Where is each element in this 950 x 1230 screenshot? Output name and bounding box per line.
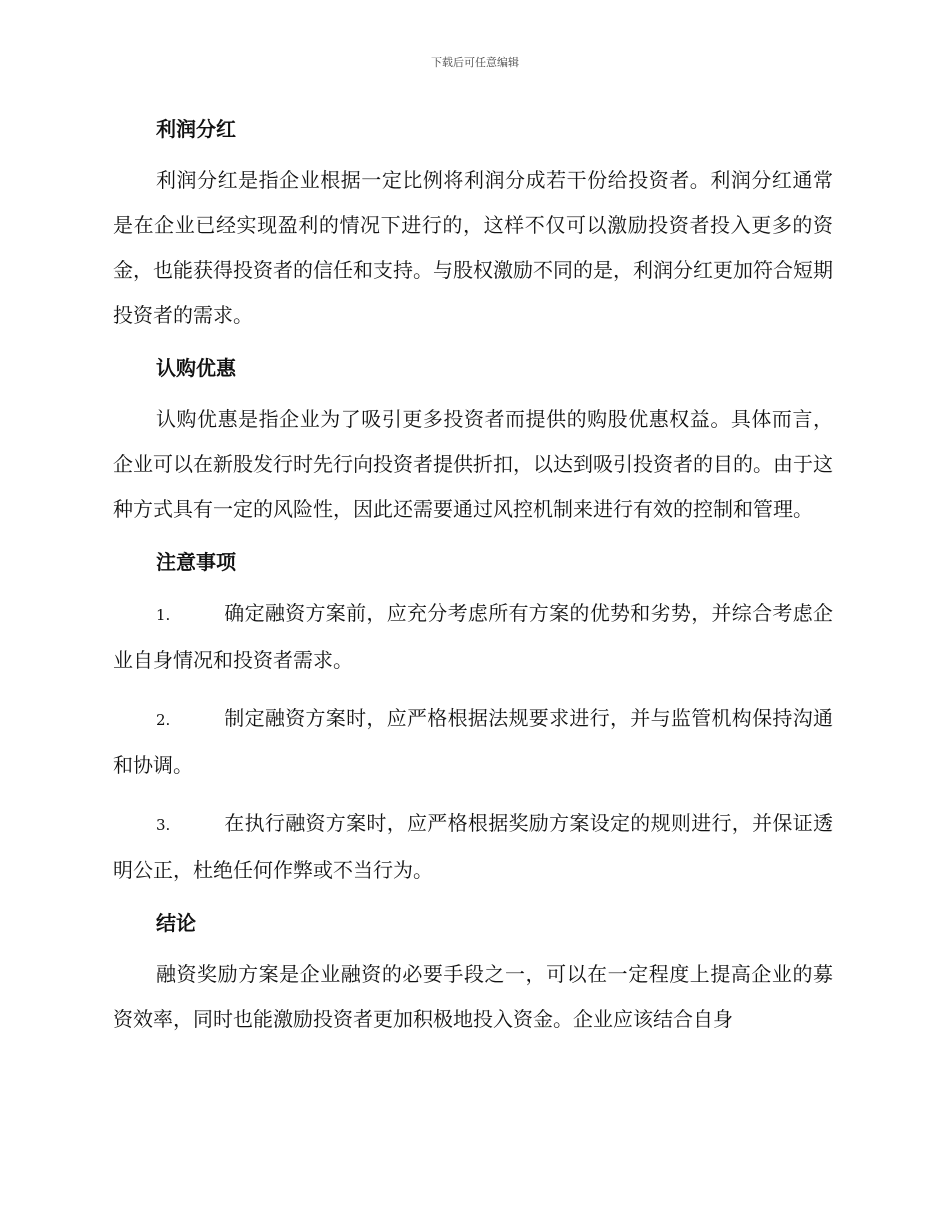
list-item	[113, 591, 833, 683]
section-heading-conclusion: 结论	[156, 911, 196, 935]
document-body	[113, 112, 833, 1055]
list-item-text: 确定融资方案前，应充分考虑所有方案的优势和劣势，并综合考虑企业自身情况和投资者需求。	[113, 601, 833, 672]
list-item-number: 1.	[156, 606, 171, 624]
list-item	[113, 801, 833, 893]
section-heading-profit-dividend: 利润分红	[156, 117, 236, 141]
list-item	[113, 696, 833, 788]
paragraph-profit-dividend: 利润分红是指企业根据一定比例将利润分成若干份给投资者。利润分红通常是在企业已经实现盈利的情况下进行的，这样不仅可以激励投资者投入更多的资金，也能获得投资者的信任和支持。与股权激励不同的是，利润分红更加符合短期投资者的需求。	[113, 168, 833, 327]
paragraph-subscription-discount: 认购优惠是指企业为了吸引更多投资者而提供的购股优惠权益。具体而言，企业可以在新股发行时先行向投资者提供折扣，以达到吸引投资者的目的。由于这种方式具有一定的风险性，因此还需要通过风控机制来进行有效的控制和管理。	[113, 407, 833, 521]
section-heading-subscription-discount: 认购优惠	[156, 356, 236, 380]
section-heading-notes: 注意事项	[156, 550, 236, 574]
page-header: 下载后可任意编辑	[431, 56, 519, 69]
paragraph-conclusion: 融资奖励方案是企业融资的必要手段之一，可以在一定程度上提高企业的募资效率，同时也能激励投资者更加积极地投入资金。企业应该结合自身	[113, 962, 833, 1031]
list-item-number: 2.	[156, 711, 171, 729]
list-item-number: 3.	[156, 816, 171, 834]
list-item-text: 在执行融资方案时，应严格根据奖励方案设定的规则进行，并保证透明公正，杜绝任何作弊或不当行为。	[113, 811, 833, 882]
list-item-text: 制定融资方案时，应严格根据法规要求进行，并与监管机构保持沟通和协调。	[113, 706, 833, 777]
